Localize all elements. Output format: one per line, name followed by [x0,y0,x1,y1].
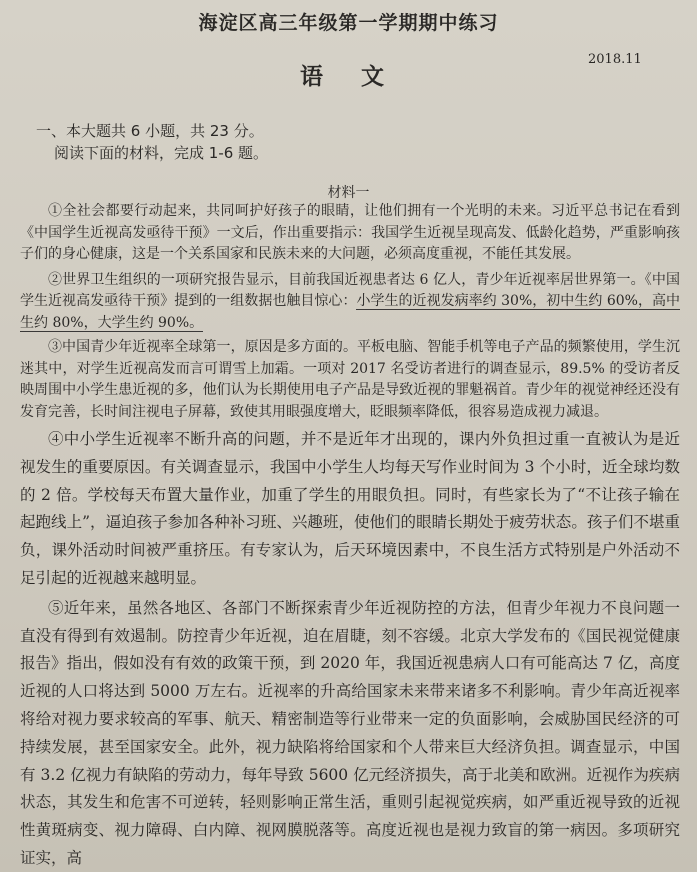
article-body [20,201,680,872]
paragraph-1: ①全社会都要行动起来，共同呵护好孩子的眼睛，让他们拥有一个光明的未来。习近平总书记在看到《中国学生近视高发亟待干预》一文后，作出重要指示：我国学生近视呈现高发、低龄化趋势，严重影响孩子们的身心健康，这是一个关系国家和民族未来的大问题，必须高度重视，不能任其发展。 [20,203,680,262]
paragraph-4: ④中小学生近视率不断升高的问题，并不是近年才出现的，课内外负担过重一直被认为是近视发生的重要原因。有关调查显示，我国中小学生人均每天写作业时间为 3 个小时，近全球均数的 2 倍。学校每天布置大量作业，加重了学生的用眼负担。同时，有些家长为了“不让孩子输在起跑线上”，逼迫孩子参加各种补习班、兴趣班，使他们的眼睛长期处于疲劳状态。孩子们不堪重负，课外活动时间被严重挤压。有专家认为，后天环境因素中，不良生活方式特别是户外活动不足引起的近视越来越明显。 [20,430,680,587]
exam-title: 海淀区高三年级第一学期期中练习 [198,12,499,34]
underlined-statistics: 小学生的近视发病率约 30%，初中生约 60%，高中生约 80%，大学生约 90%。 [20,293,681,331]
material-title: 材料一 [327,185,370,201]
exam-date: 2018.11 [588,52,642,67]
paragraph-2 [20,270,680,335]
paragraph-2-text: ②世界卫生组织的一项研究报告显示，目前我国近视患者达 6 亿人，青少年近视率居世界第一。《中国学生近视高发亟待干预》提到的一组数据也触目惊心： [20,271,680,309]
section-heading: 一、本大题共 6 小题，共 23 分。 [36,122,264,140]
section-instruction: 阅读下面的材料，完成 1-6 题。 [54,144,269,162]
paragraph-3: ③中国青少年近视率全球第一，原因是多方面的。平板电脑、智能手机等电子产品的频繁使用，学生沉迷其中，对学生近视高发而言可谓雪上加霜。一项对 2017 名受访者进行的调查显示，89.5% 的受访者反映周围中小学生患近视的多，他们认为长期使用电子产品是导致近视的罪魁祸首。青少年的视觉神经还没有发育完善，长时间注视电子屏幕，致使其用眼强度增大，眨眼频率降低，很容易造成视力减退。 [20,339,680,420]
section-instructions [36,120,268,164]
subject-title: 语文 [300,63,422,90]
paragraph-5: ⑤近年来，虽然各地区、各部门不断探索青少年近视防控的方法，但青少年视力不良问题一直没有得到有效遏制。防控青少年近视，迫在眉睫，刻不容缓。北京大学发布的《国民视觉健康报告》指出，假如没有有效的政策干预，到 2020 年，我国近视患病人口有可能高达 7 亿，高度近视的人口将达到 5000 万左右。近视率的升高给国家未来带来诸多不利影响。青少年高近视率将给对视力要求较高的军事、航天、精密制造等行业带来一定的负面影响，会威胁国民经济的可持续发展，甚至国家安全。此外，视力缺陷将给国家和个人带来巨大经济负担。调查显示，中国有 3.2 亿视力有缺陷的劳动力，每年导致 5600 亿元经济损失，高于北美和欧洲。近视作为疾病状态，其发生和危害不可逆转，轻则影响正常生活，重则引起视觉疾病，如严重近视导致的近视性黄斑病变、视力障碍、白内障、视网膜脱落等。高度近视也是视力致盲的第一病因。多项研究证实，高 [20,598,680,867]
